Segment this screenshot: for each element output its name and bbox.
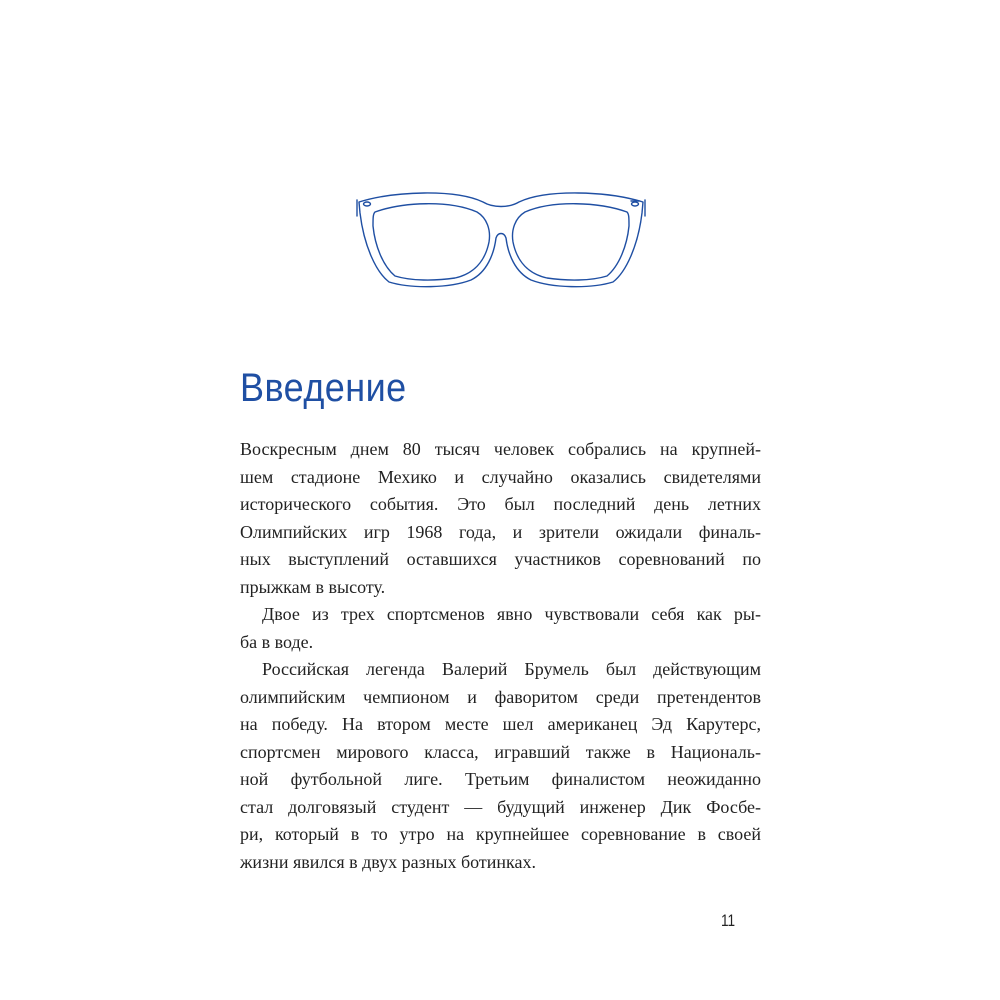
text-line: Российская легенда Валерий Брумель был действующим bbox=[262, 659, 761, 679]
text-line: ри, который в то утро на крупнейшее соревнование в своей bbox=[240, 824, 761, 844]
page-number: 11 bbox=[721, 911, 736, 930]
text-line: прыжкам в высоту. bbox=[240, 576, 386, 597]
text-line: жизни явился в двух разных ботинках. bbox=[240, 851, 536, 872]
text-line: исторического события. Это был последний день летних bbox=[240, 494, 761, 514]
text-line: Олимпийских игр 1968 года, и зрители ожидали финаль- bbox=[240, 521, 761, 542]
glasses-icon bbox=[355, 186, 647, 290]
text-line: спортсмен мирового класса, игравший также в Националь- bbox=[240, 741, 761, 762]
text-line: ных выступлений оставшихся участников соревнований по bbox=[240, 549, 761, 569]
text-line: Двое из трех спортсменов явно чувствовали себя как ры- bbox=[262, 604, 761, 624]
text-line: ной футбольной лиге. Третьим финалистом неожиданно bbox=[240, 769, 761, 789]
text-line: стал долговязый студент — будущий инженер Дик Фосбе- bbox=[240, 796, 761, 817]
text-line: Воскресным днем 80 тысяч человек собрались на крупней- bbox=[240, 439, 761, 459]
chapter-title: Введение bbox=[240, 366, 407, 410]
text-line: ба в воде. bbox=[240, 631, 314, 652]
body-text bbox=[240, 436, 761, 876]
text-line: на победу. На втором месте шел американец Эд Карутерс, bbox=[240, 714, 761, 734]
text-line: олимпийским чемпионом и фаворитом среди претендентов bbox=[240, 686, 761, 707]
text-line: шем стадионе Мехико и случайно оказались свидетелями bbox=[240, 466, 761, 487]
